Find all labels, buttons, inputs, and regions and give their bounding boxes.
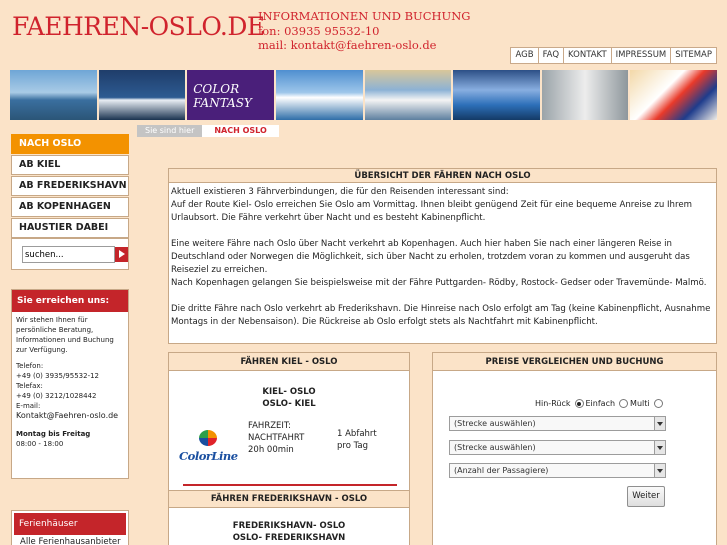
nav-link-impressum[interactable]: IMPRESSUM	[611, 48, 671, 63]
contact-mail-link[interactable]: Kontakt@Faehren-oslo.de	[16, 411, 119, 420]
banner-photo-ferry	[276, 70, 363, 120]
contact-fax: +49 (0) 3212/1028442	[16, 392, 97, 400]
banner-photo-color-fantasy	[187, 70, 274, 120]
kiel-duration: 20h 00min	[248, 445, 294, 455]
holiday-link[interactable]: Alle Ferienhausanbieter	[20, 537, 121, 545]
route-select-1[interactable]	[449, 416, 666, 431]
trip-option-einfach-label: Einfach	[585, 399, 616, 408]
nav-link-kontakt[interactable]: KONTAKT	[563, 48, 611, 63]
trip-option-multi-radio[interactable]	[654, 399, 663, 408]
route-select-2-value: (Strecke auswählen)	[454, 443, 536, 452]
trip-option-einfach-radio[interactable]	[619, 399, 628, 408]
banner-photo-ship	[99, 70, 186, 120]
overview-box	[168, 168, 717, 344]
contact-hours-label: Montag bis Freitag	[16, 430, 91, 438]
kiel-frequency	[337, 428, 377, 452]
search-input[interactable]	[22, 246, 115, 263]
chevron-down-icon[interactable]	[654, 464, 665, 477]
banner-photo-husky	[542, 70, 629, 120]
banner-photo-city	[365, 70, 452, 120]
search-submit-arrow-icon[interactable]	[115, 247, 128, 262]
kiel-frequency-line1: 1 Abfahrt	[337, 429, 377, 439]
trip-option-hin-rueck-label: Hin-Rück	[535, 399, 571, 408]
sidebar-item-ab-kiel[interactable]: AB KIEL	[11, 155, 129, 175]
banner-brand-text: COLOR FANTASY	[193, 82, 252, 110]
sidebar-item-ab-kopenhagen[interactable]: AB KOPENHAGEN	[11, 197, 129, 217]
contact-intro: Wir stehen Ihnen für persönliche Beratung, Informationen und Buchung zur Verfügung.	[16, 316, 114, 354]
sidebar-item-nach-oslo[interactable]: NACH OSLO	[11, 134, 129, 154]
booking-title: PREISE VERGLEICHEN UND BUCHUNG	[433, 353, 716, 371]
top-nav	[510, 47, 717, 64]
chevron-down-icon[interactable]	[654, 441, 665, 454]
site-logo[interactable]: FAEHREN-OSLO.DE	[12, 12, 265, 41]
booking-box	[432, 352, 717, 545]
trip-option-hin-rueck-radio[interactable]	[575, 399, 584, 408]
contact-hours: 08:00 - 18:00	[16, 440, 64, 448]
ferries-kiel-title: FÄHREN KIEL - OSLO	[169, 353, 409, 371]
header-banner	[10, 70, 717, 120]
colorline-logo	[179, 430, 239, 466]
fred-route-outbound[interactable]: FREDERIKSHAVN- OSLO	[232, 521, 346, 531]
contact-box-title: Sie erreichen uns:	[12, 290, 128, 312]
nav-link-agb[interactable]: AGB	[515, 50, 534, 60]
kiel-route-return[interactable]: OSLO- KIEL	[262, 399, 316, 409]
sidebar-item-ab-frederikshavn[interactable]: AB FREDERIKSHAVN	[11, 176, 129, 196]
banner-photo-harbor	[10, 70, 97, 120]
banner-photo-ship-bow	[630, 70, 717, 120]
sidebar-item-haustier-dabei[interactable]: HAUSTIER DABEI	[11, 218, 129, 238]
contact-mail-label: E-mail:	[16, 402, 41, 410]
contact-tel-label: Telefon:	[16, 362, 44, 370]
weiter-button[interactable]: Weiter	[627, 486, 665, 507]
kiel-routes	[169, 386, 409, 410]
route-select-1-value: (Strecke auswählen)	[454, 419, 536, 428]
trip-option-multi-label: Multi	[630, 399, 650, 408]
contact-fax-label: Telefax:	[16, 382, 43, 390]
sidebar-nav	[11, 134, 129, 239]
nav-link-sitemap[interactable]: SITEMAP	[670, 48, 716, 63]
frederikshavn-routes	[169, 520, 409, 544]
passenger-select[interactable]	[449, 463, 666, 478]
header-phone: fon: 03935 95532-10	[258, 23, 380, 38]
chevron-down-icon[interactable]	[654, 417, 665, 430]
route-select-2[interactable]	[449, 440, 666, 455]
ferries-box	[168, 352, 410, 545]
fred-route-return[interactable]: OSLO- FREDERIKSHAVN	[232, 533, 346, 543]
trip-type-radios	[535, 399, 665, 408]
kiel-travel-info	[248, 420, 304, 456]
banner-photo-fjord	[453, 70, 540, 120]
kiel-type: NACHTFAHRT	[248, 433, 305, 443]
overview-title: ÜBERSICHT DER FÄHREN NACH OSLO	[169, 169, 716, 183]
kiel-frequency-line2: pro Tag	[337, 441, 368, 451]
kiel-time-label: FAHRZEIT:	[248, 421, 292, 431]
breadcrumb-label: Sie sind hier	[137, 125, 202, 137]
contact-box	[11, 289, 129, 479]
holiday-box-title: Ferienhäuser	[14, 513, 126, 535]
header-mail[interactable]: mail: kontakt@faehren-oslo.de	[258, 38, 437, 52]
search-box	[11, 238, 129, 270]
breadcrumb	[137, 125, 717, 137]
divider	[183, 484, 397, 486]
contact-tel: +49 (0) 3935/95532-12	[16, 372, 100, 380]
header-contact	[258, 9, 470, 53]
header-info-title: INFORMATIONEN UND BUCHUNG	[258, 9, 471, 23]
holiday-box	[11, 510, 129, 545]
colorline-mark-icon	[199, 430, 217, 446]
overview-text: Aktuell existieren 3 Fährverbindungen, die für den Reisenden interessant sind: Auf der Route Kiel- Oslo erreichen Sie Oslo am Vormittag. Ihnen bleibt genügend Zeit für eine bequeme Anreise zu Ihrem Urlaubsort. Die Fähre verkehrt über Nacht und es besteht Kabinenpflicht. Eine weitere Fähre nach Oslo über Nacht verkehrt ab Kopenhagen. Auch hier haben Sie nach einer längeren Reise in Deutschland oder Norwegen die Möglichkeit, sich über Nacht zu erholen, trotzdem voran zu kommen und ausgeruht das Reiseziel zu erreichen. Nach Kopenhagen gelangen Sie beispielsweise mit der Fähre Puttgarden- Rödby, Rostock- Gedser oder Travemünde- Malmö. Die dritte Fähre nach Oslo verkehrt ab Frederikshavn. Die Hinreise nach Oslo erfolgt am Tag (keine Kabinenpflicht, Ausnahme Montags in der Nebensaison). Die Rückreise ab Oslo erfolgt stets als Nachtfahrt mit Kabinenpflicht.	[171, 187, 711, 327]
colorline-wordmark: ColorLine	[179, 449, 238, 463]
passenger-select-value: (Anzahl der Passagiere)	[454, 466, 549, 475]
breadcrumb-current: NACH OSLO	[202, 125, 278, 137]
nav-link-faq[interactable]: FAQ	[538, 48, 563, 63]
ferries-frederikshavn-title: FÄHREN FREDERIKSHAVN - OSLO	[169, 490, 409, 508]
kiel-route-outbound[interactable]: KIEL- OSLO	[262, 387, 316, 397]
